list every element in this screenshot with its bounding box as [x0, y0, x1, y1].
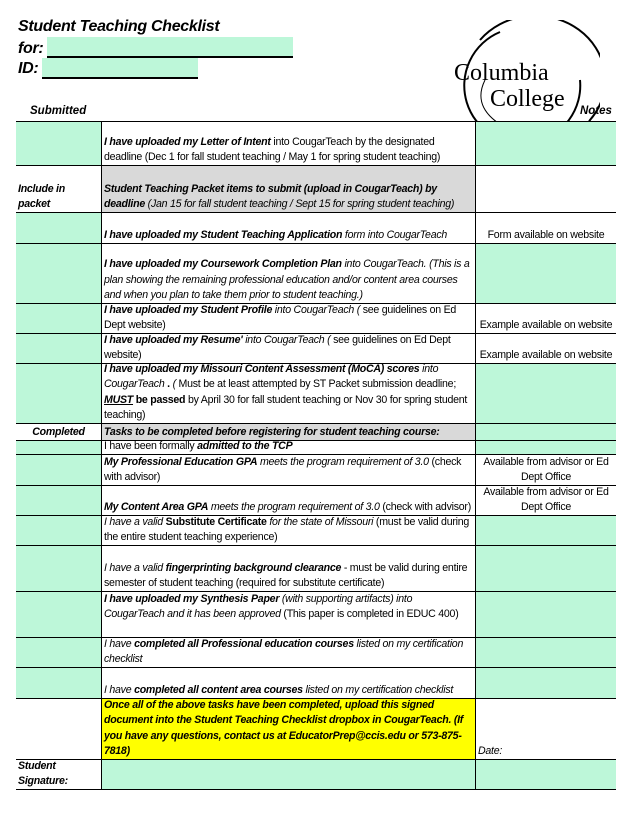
task-text-segment: completed all Professional education courses: [134, 638, 354, 650]
note-text: Example available on website: [479, 348, 613, 361]
table-row: [16, 440, 616, 455]
task-description: [101, 440, 476, 455]
row-label: [16, 166, 101, 212]
submitted-checkbox-cell[interactable]: [16, 244, 101, 304]
task-text-segment: I have a valid: [104, 561, 166, 574]
signature-field[interactable]: [101, 759, 476, 790]
task-text-segment: (This paper is completed in EDUC 400): [280, 608, 459, 621]
task-text-segment: for the state of Missouri: [266, 516, 374, 528]
table-row: [16, 486, 616, 516]
table-row: [16, 638, 616, 668]
table-row: [16, 699, 616, 759]
task-description: [101, 244, 476, 304]
notes-field[interactable]: [476, 364, 616, 424]
row-label-text: Include in packet: [18, 182, 65, 210]
submitted-checkbox-cell[interactable]: [16, 638, 101, 668]
task-description: [101, 486, 476, 516]
task-text: [104, 516, 473, 545]
notes-cell: [476, 304, 616, 334]
submitted-checkbox-cell[interactable]: [16, 121, 101, 166]
table-row: [16, 244, 616, 304]
task-description: [101, 424, 476, 440]
task-text-segment: into CougarTeach by the designated deadline (Dec 1 for fall student teaching / May 1 for spring student teaching): [104, 135, 441, 163]
notes-cell: [476, 212, 616, 244]
task-description: [101, 212, 476, 244]
note-text: Example available on website: [479, 318, 613, 331]
task-text-segment: listed on my certification checklist: [302, 683, 454, 696]
table-row: [16, 212, 616, 244]
for-label: for:: [18, 40, 44, 57]
task-text-segment: be passed: [133, 393, 186, 406]
task-text: [104, 455, 473, 485]
task-text-segment: into CougarTeach: [104, 364, 439, 391]
task-description: [101, 638, 476, 668]
task-text: [104, 440, 473, 454]
notes-cell: [476, 486, 616, 516]
note-text: Available from advisor or Ed Dept Office: [483, 455, 609, 483]
task-text-segment: I have: [104, 638, 135, 650]
task-text-segment: Substitute Certificate: [165, 516, 267, 528]
row-label: [16, 699, 101, 759]
table-row: [16, 516, 616, 546]
table-row: [16, 121, 616, 166]
task-text-segment: (with supporting artifacts) into CougarTeach and it has been approved: [104, 593, 413, 621]
task-text-segment: MUST: [104, 393, 134, 406]
submitted-checkbox-cell[interactable]: [16, 455, 101, 486]
task-text-segment: (: [172, 378, 179, 391]
task-text-segment: (check with advisor): [379, 500, 471, 513]
submitted-checkbox-cell[interactable]: [16, 486, 101, 516]
submitted-checkbox-cell[interactable]: [16, 304, 101, 334]
notes-field[interactable]: [476, 121, 616, 166]
task-text: [104, 638, 473, 667]
task-text: [104, 425, 473, 440]
task-text: [104, 683, 473, 698]
task-text-segment: (check with advisor): [104, 455, 462, 483]
id-label: ID:: [18, 60, 39, 77]
notes-field[interactable]: [476, 546, 616, 592]
task-text: [104, 561, 473, 591]
task-text-segment: fingerprinting background clearance: [165, 561, 342, 574]
task-text-segment: into CougarTeach (: [272, 304, 360, 316]
notes-field[interactable]: [476, 759, 616, 790]
logo-line2: College: [490, 86, 565, 112]
task-text-segment: I have uploaded my Student Profile: [104, 304, 273, 316]
task-text-segment: My Professional Education GPA: [104, 455, 258, 468]
submitted-checkbox-cell[interactable]: [16, 440, 101, 455]
note-text: Form available on website: [487, 228, 605, 241]
table-row: [16, 364, 616, 424]
task-description: [101, 546, 476, 592]
notes-field[interactable]: [476, 440, 616, 455]
task-text-segment: I have uploaded my Letter of Intent: [104, 135, 271, 148]
task-text-segment: listed on my certification checklist: [104, 638, 464, 665]
submitted-checkbox-cell[interactable]: [16, 334, 101, 364]
task-text-segment: form into CougarTeach: [342, 228, 448, 241]
notes-field[interactable]: [476, 638, 616, 668]
table-row: [16, 592, 616, 638]
task-text-segment: I have uploaded my Student Teaching Application: [104, 228, 343, 241]
submitted-column-header: Submitted: [30, 105, 87, 117]
task-text-segment: (Jan 15 for fall student teaching / Sept 15 for spring student teaching): [144, 197, 455, 210]
submitted-checkbox-cell[interactable]: [16, 364, 101, 424]
note-text: Date:: [478, 744, 503, 757]
submitted-checkbox-cell[interactable]: [16, 668, 101, 699]
submitted-checkbox-cell[interactable]: [16, 212, 101, 244]
task-text-segment: Tasks to be completed before registering for student teaching course:: [104, 425, 440, 438]
notes-field[interactable]: [476, 668, 616, 699]
notes-field[interactable]: [476, 592, 616, 638]
task-description: [101, 166, 476, 212]
row-label: [16, 759, 101, 790]
id-field[interactable]: [42, 58, 198, 79]
task-text: [104, 334, 473, 363]
task-text-segment: I have uploaded my Coursework Completion Plan: [104, 258, 342, 271]
task-text-segment: I have uploaded my Missouri Content Assessment (MoCA) scores: [104, 364, 420, 376]
table-row: [16, 759, 616, 790]
table-row: [16, 304, 616, 334]
row-label-text: Student Signature:: [18, 759, 68, 787]
task-description: [101, 334, 476, 364]
task-description: [101, 304, 476, 334]
table-row: [16, 334, 616, 364]
submitted-checkbox-cell[interactable]: [16, 516, 101, 546]
task-text-segment: completed all content area courses: [134, 683, 303, 696]
task-text: [104, 304, 473, 333]
task-text-segment: into CougarTeach. (This is a plan showing the remaining professional education and/or content area courses and when you plan to take them prior to student teaching.): [104, 258, 470, 301]
table-row: [16, 455, 616, 486]
task-description: [101, 516, 476, 546]
task-text-segment: Must be at least attempted by ST Packet submission deadline;: [178, 378, 457, 391]
notes-cell: [476, 455, 616, 486]
name-field[interactable]: [47, 37, 293, 58]
page-title: Student Teaching Checklist: [18, 18, 220, 35]
task-description: [101, 592, 476, 638]
note-text: Available from advisor or Ed Dept Office: [483, 486, 609, 513]
notes-field[interactable]: [476, 516, 616, 546]
task-description: [101, 668, 476, 699]
row-label: [16, 424, 101, 440]
table-row: [16, 424, 616, 440]
task-text: [104, 182, 473, 212]
task-text-segment: meets the program requirement of 3.0: [208, 500, 380, 513]
task-text-segment: I have been formally: [104, 440, 198, 452]
table-row: [16, 546, 616, 592]
task-text-segment: I have a valid: [104, 516, 166, 528]
task-text-segment: Once all of the above tasks have been completed, upload this signed document into the Student Teaching Checklist dropbox in CougarTeach. (If you have any questions, contact us at EducatorPrep@ccis.edu or 573-875-7818): [104, 699, 464, 757]
notes-cell: [476, 334, 616, 364]
task-text: [104, 699, 473, 759]
task-text: [104, 228, 473, 243]
task-text-segment: I have uploaded my Synthesis Paper: [104, 593, 280, 605]
logo-line1: Columbia: [454, 60, 549, 86]
task-description: [101, 699, 476, 759]
table-row: [16, 166, 616, 212]
notes-field[interactable]: [476, 424, 616, 440]
task-text: [104, 592, 473, 622]
task-text-segment: see guidelines on Ed Dept website): [104, 304, 457, 331]
task-text-segment: into CougarTeach (: [242, 334, 331, 346]
task-text-segment: see guidelines on Ed Dept website): [104, 334, 451, 361]
task-text-segment: meets the program requirement of 3.0: [257, 455, 429, 468]
task-text: [104, 500, 473, 515]
task-text-segment: - must be valid during entire semester of student teaching (required for substitute certificate): [104, 561, 468, 589]
task-description: [101, 364, 476, 424]
task-text: [104, 364, 473, 423]
task-description: [101, 455, 476, 486]
submitted-checkbox-cell[interactable]: [16, 546, 101, 592]
notes-cell: [476, 699, 616, 759]
submitted-checkbox-cell[interactable]: [16, 592, 101, 638]
task-description: [101, 121, 476, 166]
task-text-segment: I have: [104, 683, 135, 696]
task-text-segment: .: [164, 378, 173, 391]
task-text-segment: by April 30 for fall student teaching or Nov 30 for spring student teaching): [104, 393, 468, 421]
task-text: [104, 257, 473, 303]
task-text-segment: Student Teaching Packet items to submit (upload in CougarTeach) by deadline: [104, 182, 437, 210]
notes-field[interactable]: [476, 244, 616, 304]
task-text-segment: I have uploaded my Resume': [104, 334, 243, 346]
task-text-segment: (must be valid during the entire student teaching experience): [104, 516, 469, 543]
task-text-segment: My Content Area GPA: [104, 500, 209, 513]
table-row: [16, 668, 616, 699]
task-text-segment: admitted to the TCP: [197, 440, 293, 452]
notes-cell: [476, 166, 616, 212]
notes-column-header: Notes: [580, 105, 612, 117]
task-text: [104, 135, 473, 165]
row-label-text: Completed: [32, 425, 85, 438]
